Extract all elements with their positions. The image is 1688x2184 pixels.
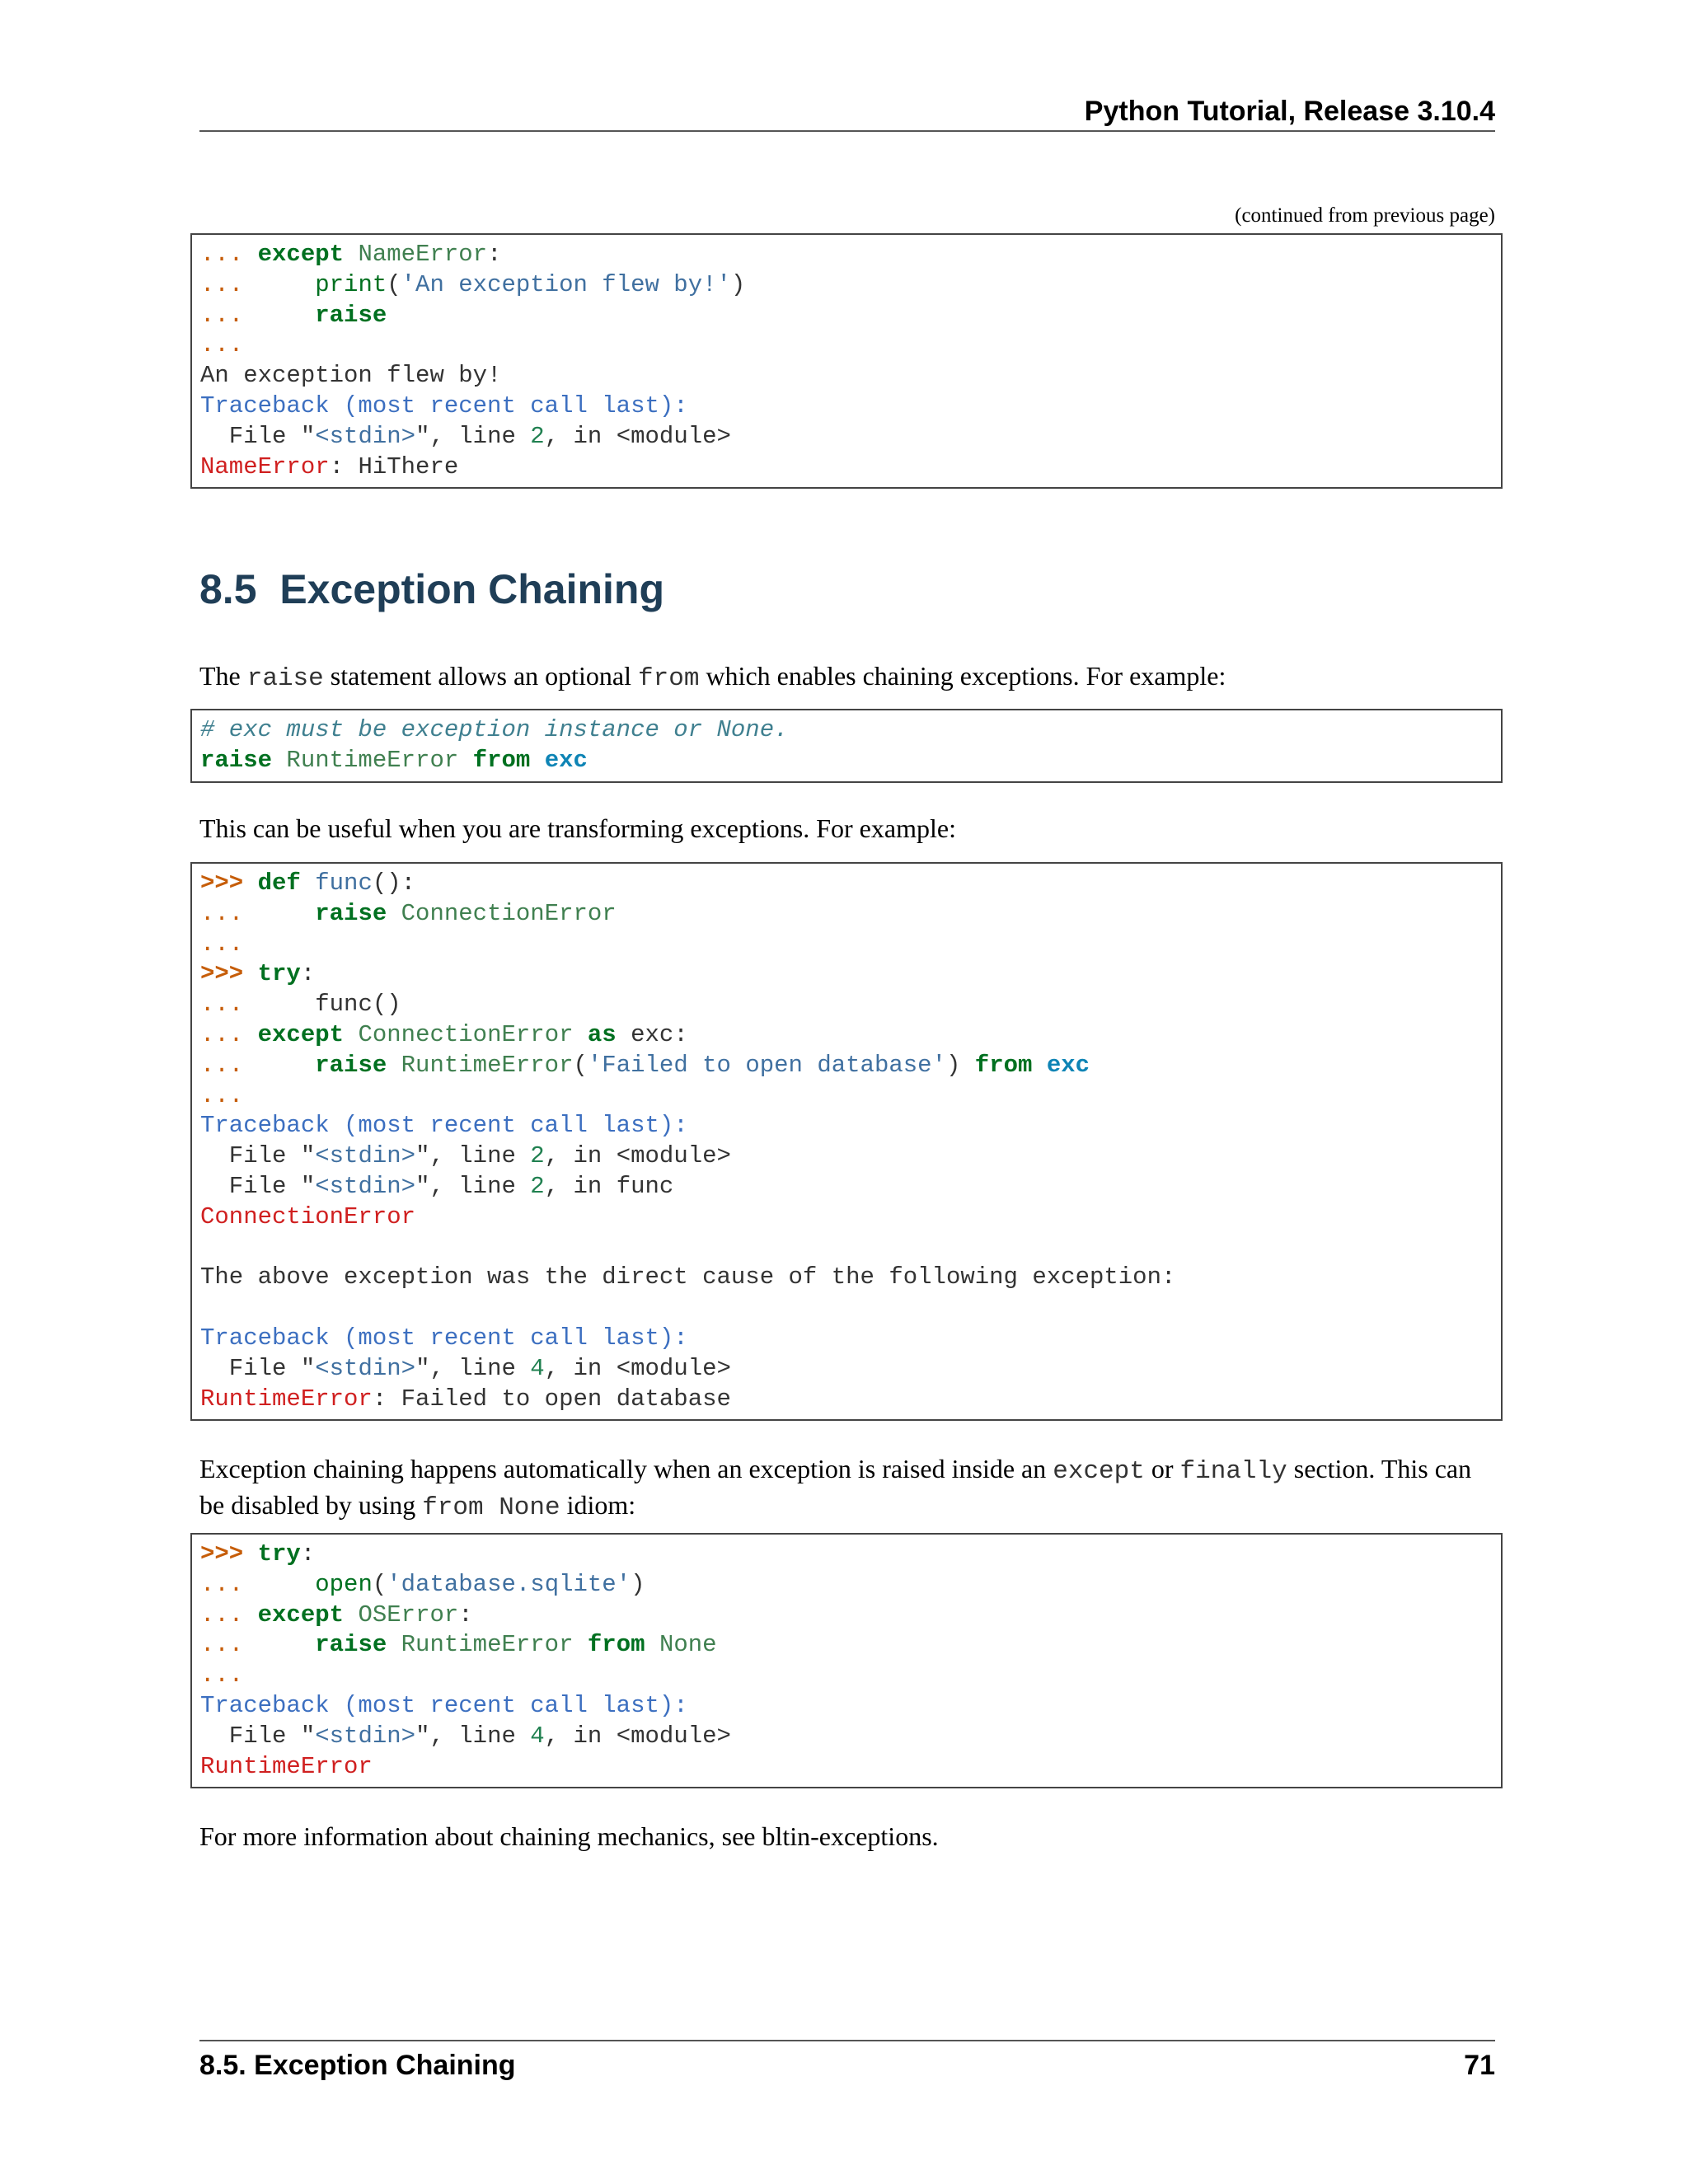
footer-section-label: 8.5. Exception Chaining [199,2050,516,2081]
code-token: 2 [530,422,545,450]
code-token: OSError [358,1601,459,1629]
code-token: RuntimeError [401,1631,574,1659]
code-line [200,899,1493,930]
paragraph-raise-from [199,659,1495,696]
code-token: ConnectionError [358,1020,574,1048]
code-token: : Failed to open database [372,1385,731,1413]
code-token: print [315,270,387,298]
code-token: ) [945,1051,975,1079]
code-token: ", line [415,1172,531,1200]
code-token: >>> [200,1540,258,1568]
code-line [200,1293,1493,1324]
text-run: section. This can [1287,1454,1472,1483]
code-line [200,330,1493,361]
code-line [200,301,1493,331]
paragraph-automatic-chaining [199,1452,1495,1525]
code-token: File " [200,1142,316,1170]
running-header [199,92,1495,132]
code-token: Traceback (most recent call last): [200,1324,688,1352]
inline-code-raise: raise [246,664,324,693]
code-token: <stdin> [315,1722,416,1750]
code-token: RuntimeError [286,746,459,774]
code-line [200,1172,1493,1202]
code-line [200,1540,1493,1570]
code-token [574,1021,588,1048]
code-line [200,361,1493,391]
code-token: File " [200,1354,316,1382]
code-token: except [257,1601,345,1629]
code-token: ) [631,1570,645,1598]
code-token: 4 [530,1354,545,1382]
code-line [200,391,1493,422]
code-token: ", line [415,1354,531,1382]
code-token: from [472,746,531,774]
code-token: except [257,241,345,268]
header-title: Python Tutorial, Release 3.10.4 [1084,96,1495,127]
code-token: ) [730,270,746,298]
running-footer [199,2040,1495,2081]
code-token: Traceback (most recent call last): [200,1691,688,1719]
code-token: try [257,960,301,988]
code-token: ... [200,1601,258,1629]
page-number: 71 [1464,2050,1495,2081]
code-token: ... [200,301,316,329]
code-token: Traceback (most recent call last): [200,391,688,419]
code-line [200,1202,1493,1233]
code-token: <stdin> [315,1142,416,1170]
code-token: ConnectionError [401,899,617,927]
inline-code-from: from [638,664,700,693]
code-token: <stdin> [315,422,416,450]
code-token: : [458,1601,473,1629]
code-line [200,1324,1493,1354]
code-line [200,1661,1493,1691]
code-token: ( [372,1570,387,1598]
code-token: ... [200,241,258,268]
code-token: ( [387,270,401,298]
code-token [344,241,358,268]
code-token: raise [315,1051,387,1079]
code-token: >>> [200,960,258,988]
code-token [301,869,315,897]
text-run: Exception chaining happens automatically when an exception is raised inside an [199,1454,1053,1483]
code-token: ... [200,1020,258,1048]
code-token: ", line [415,422,531,450]
code-token: func() [315,991,401,1019]
text-run: or [1144,1454,1180,1483]
code-token: Traceback (most recent call last): [200,1112,688,1140]
code-token [344,1601,358,1629]
code-line [200,1630,1493,1661]
code-token: try [257,1540,301,1568]
section-heading [199,565,664,613]
code-token: ", line [415,1722,531,1750]
section-number: 8.5 [199,566,257,612]
code-token: func [315,869,373,897]
code-line [200,1051,1493,1081]
code-token: An exception flew by! [200,362,502,390]
code-token: 'Failed to open database' [587,1051,946,1079]
code-token [1032,1052,1046,1079]
code-token: exc: [616,1020,688,1048]
text-run: which enables chaining exceptions. For example: [699,661,1226,691]
code-token: <stdin> [315,1172,416,1200]
code-line [200,1354,1493,1385]
code-line [200,1141,1493,1172]
code-line [200,869,1493,899]
code-token: ... [200,1051,316,1079]
code-line [200,1081,1493,1112]
code-token [387,900,401,927]
code-token: : [300,960,316,988]
text-run: idiom: [560,1490,636,1520]
code-token [574,1631,588,1658]
code-token [344,1021,358,1048]
code-line [200,1691,1493,1722]
code-line [200,1263,1493,1293]
code-line [200,1020,1493,1051]
code-line [200,959,1493,990]
code-token [272,747,286,774]
code-token [387,1052,401,1079]
code-line [200,240,1493,270]
code-token: exc [544,746,588,774]
code-token [387,1631,401,1658]
code-token: , in <module> [544,1722,731,1750]
paragraph-transforming: This can be useful when you are transforming exceptions. For example: [199,813,956,843]
code-token: RuntimeError [200,1752,373,1780]
code-token: File " [200,1722,316,1750]
code-token: def [257,869,301,897]
code-token: from [587,1631,645,1659]
section-title: Exception Chaining [279,566,665,612]
code-token: open [315,1570,373,1598]
code-line [200,930,1493,960]
code-token: RuntimeError [401,1051,574,1079]
code-line [200,1570,1493,1601]
text-run: statement allows an optional [323,661,639,691]
code-token: , in <module> [544,422,731,450]
code-token: from [974,1051,1033,1079]
code-line [200,1233,1493,1263]
code-token: None [659,1631,717,1659]
code-token: ... [200,1661,244,1690]
code-block-raise-from [190,709,1503,783]
code-token: raise [315,899,387,927]
code-block-reraise [190,233,1503,489]
code-block-transform-example [190,862,1503,1421]
code-token: RuntimeError [200,1385,373,1413]
code-token: The above exception was the direct cause of the following exception: [200,1263,1176,1291]
code-line [200,422,1493,452]
code-line [200,715,1493,746]
code-token: , in <module> [544,1354,731,1382]
code-token: ... [200,1570,316,1598]
code-line [200,1601,1493,1631]
code-token: 2 [530,1142,545,1170]
code-token: exc [1046,1051,1090,1079]
inline-code-from-none: from None [422,1493,560,1522]
code-token [645,1631,659,1658]
code-token: <stdin> [315,1354,416,1382]
inline-code-except: except [1053,1457,1145,1486]
code-token: 'An exception flew by!' [401,270,731,298]
code-token: ... [200,991,316,1019]
code-token: NameError [200,452,330,480]
paragraph-more-info: For more information about chaining mechanics, see bltin-exceptions. [199,1821,939,1851]
text-run: be disabled by using [199,1490,423,1520]
code-line [200,990,1493,1020]
code-token: (): [372,869,416,897]
code-token: File " [200,422,316,450]
code-token: >>> [200,869,258,897]
code-token: 2 [530,1172,545,1200]
code-token: ( [573,1051,588,1079]
code-line [200,1385,1493,1415]
code-token: raise [315,301,387,329]
code-token: ... [200,1081,244,1109]
continued-label: (continued from previous page) [1235,204,1495,227]
code-token: ... [200,899,316,927]
code-token: ... [200,331,244,359]
code-line [200,1752,1493,1783]
code-token: ... [200,1631,316,1659]
code-token: except [257,1020,345,1048]
code-token: 'database.sqlite' [387,1570,631,1598]
code-token: as [587,1020,617,1048]
code-token [530,747,544,774]
code-token: : [300,1540,316,1568]
code-line [200,452,1493,483]
text-run: The [199,661,247,691]
code-token: NameError [358,241,488,268]
inline-code-finally: finally [1179,1457,1287,1486]
code-block-from-none [190,1533,1503,1788]
code-token: ... [200,270,316,298]
code-token: 4 [530,1722,545,1750]
code-token: # exc must be exception instance or None. [200,716,789,743]
code-token: ... [200,930,244,958]
code-token: ", line [415,1142,531,1170]
code-token: : HiThere [329,452,459,480]
code-token: , in func [544,1172,674,1200]
document-page [199,0,1495,2184]
code-token: File " [200,1172,316,1200]
code-token: raise [315,1631,387,1659]
code-line [200,1111,1493,1141]
code-line [200,1722,1493,1752]
code-token: , in <module> [544,1142,731,1170]
code-token: ConnectionError [200,1202,416,1230]
code-token: raise [200,746,273,774]
code-line [200,270,1493,301]
code-token: : [487,241,502,268]
code-line [200,746,1493,776]
code-token [458,747,472,774]
